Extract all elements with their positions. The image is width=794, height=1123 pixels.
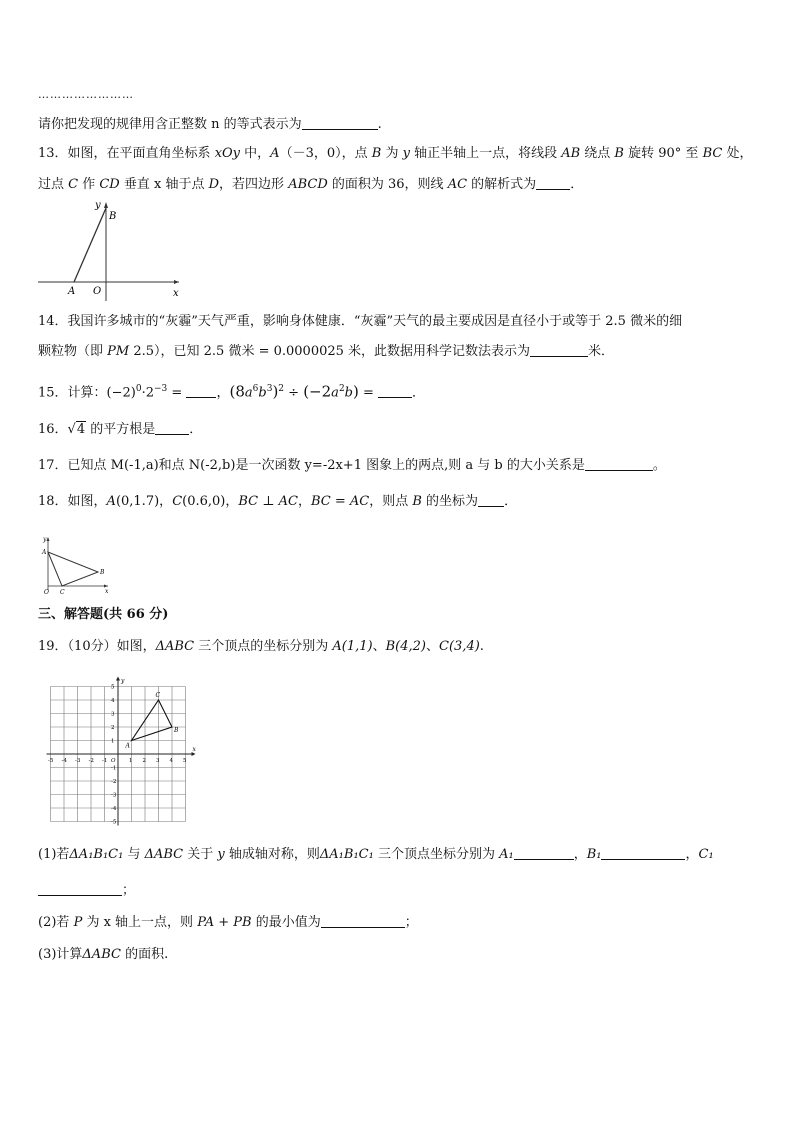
q18-answer-blank[interactable]: [478, 493, 504, 507]
q18-C: C: [172, 494, 183, 509]
q15-e1: (−2): [106, 385, 136, 401]
q16-post: 的平方根是: [86, 422, 156, 437]
q14-pm: PM: [107, 344, 130, 359]
q16-root: 4: [76, 422, 86, 437]
q13-line1: [38, 145, 752, 163]
q15-sq: 2: [278, 384, 285, 394]
grid-label-A: A: [125, 742, 130, 750]
grid-x-tick-label: 5: [183, 758, 187, 764]
q14-line2: [38, 343, 614, 361]
q19-t2: ΔABC: [144, 847, 184, 862]
q14-l2b: 2.5），已知 2.5 微米 = 0.0000025 米，此数据用科学记数法表示为: [129, 344, 531, 359]
q16-pre: 16．: [38, 422, 68, 437]
q15-dot: ·2: [141, 385, 154, 401]
q19-P: P: [73, 915, 83, 930]
q17-text: 17．已知点 M(-1,a)和点 N(-2,b)是一次函数 y=-2x+1 图象上的两点,则 a 与 b 的大小关系是: [38, 458, 585, 473]
q19-p1b: 与: [123, 847, 145, 862]
q19-part1-line2: [38, 882, 135, 900]
q13-line2: [38, 176, 583, 194]
q19-p2a: (2)若: [38, 915, 74, 930]
q17-end: 。: [652, 458, 666, 473]
q18-label-x: x: [105, 588, 109, 595]
q12-text: 请你把发现的规律用含正整数 n 的等式表示为 .: [38, 117, 382, 132]
q15-comma: ，: [216, 385, 230, 401]
q19-p3b: 的面积.: [120, 947, 169, 962]
q13-label-O: O: [93, 286, 102, 297]
q19-line: [38, 638, 484, 656]
q19-p1e: 三个顶点坐标分别为: [373, 847, 500, 862]
q19-A1-blank[interactable]: [514, 846, 574, 860]
q13-C: C: [68, 177, 79, 192]
grid-x-tick-label: -2: [88, 758, 94, 764]
q19-B: B(4,2): [385, 639, 426, 654]
q18-c4: ，则点: [369, 494, 413, 509]
q13-l2a: 过点: [38, 177, 69, 192]
q14-answer-blank[interactable]: [530, 343, 588, 357]
q13-p4: 轴正半轴上一点，将线段: [409, 146, 562, 161]
grid-x-tick-label: O: [111, 758, 116, 764]
q19-pre: 19．（10分）如图，: [38, 639, 156, 654]
q12-answer-blank[interactable]: [302, 116, 378, 130]
q13-y: y: [402, 146, 410, 161]
q13-p2: （－3，0），点: [279, 146, 372, 161]
q19-p2c: 的最小值为: [251, 915, 321, 930]
q17-line: [38, 457, 666, 475]
q12-prompt: 请你把发现的规律用含正整数 n 的等式表示为: [38, 117, 302, 132]
q16-line: [38, 421, 202, 439]
q13-AC: AC: [447, 177, 468, 192]
grid-y-tick-label: -4: [111, 806, 117, 812]
q19-grid-figure: [42, 677, 202, 832]
q19-B1: B₁: [586, 847, 602, 862]
q13-p7: 处，: [722, 146, 753, 161]
q13-BC: BC: [702, 146, 723, 161]
grid-x-tick-label: -3: [75, 758, 81, 764]
q19-t4: ΔABC: [82, 947, 121, 962]
q18-bc: BC ⊥ AC: [238, 494, 298, 509]
q18-figure: [38, 532, 112, 596]
q15-eq2: =: [358, 385, 379, 401]
q18-label-O: O: [44, 589, 49, 596]
q19-sep2: 、: [426, 639, 440, 654]
q18-B: B: [412, 494, 422, 509]
grid-y-tick-label: -5: [111, 819, 117, 826]
q13-label-B: B: [109, 211, 117, 222]
grid-label-C: C: [155, 692, 161, 699]
q13-A: A: [270, 146, 280, 161]
q18-c2: ，: [225, 494, 239, 509]
grid-y-tick-label: 5: [111, 684, 115, 691]
q13-label-A: A: [68, 286, 76, 297]
grid-triangle-ABC: [132, 700, 173, 741]
q13-answer-blank[interactable]: [536, 176, 570, 190]
q13-p6: 旋转 90° 至: [623, 146, 703, 161]
q15-b3: 3: [266, 384, 273, 394]
q13-AB: AB: [561, 146, 581, 161]
dotted-continuation: ……………………: [38, 88, 134, 101]
q15-a2: 2: [338, 384, 345, 394]
q13-D: D: [208, 177, 220, 192]
q13-figure: [38, 200, 184, 302]
q13-l2e: 的面积为 36，则线: [327, 177, 448, 192]
q19-p3a: (3)计算: [38, 947, 83, 962]
q18-label-B: B: [100, 569, 105, 576]
q18-A: A: [106, 494, 116, 509]
grid-y-arrow: [116, 677, 120, 681]
q19-part1-line1: (1)若ΔA₁B₁C₁ 与 ΔABC 关于 y 轴成轴对称，则ΔA₁B₁C₁ 三个顶点坐标分别为 A₁ ，B₁ ，C₁: [38, 847, 714, 862]
q18-label-A: A: [42, 549, 47, 556]
q13-l2d: ，若四边形: [219, 177, 289, 192]
q18-end: ．: [504, 494, 518, 509]
q13-y-arrow: [104, 202, 108, 208]
q18-Ac: (0,1.7): [115, 494, 160, 509]
q19-mid: 三个顶点的坐标分别为: [194, 639, 333, 654]
q18-label-y: y: [43, 536, 47, 543]
q19-A: A(1,1): [332, 639, 373, 654]
q18-triangle: [48, 552, 98, 586]
q13-p1: 中，: [240, 146, 271, 161]
q13-l2c: 垂直 x 轴于点: [119, 177, 209, 192]
q19-semi: ；: [122, 883, 136, 898]
grid-y-tick-label: 2: [111, 725, 115, 731]
grid-x-tick-label: 4: [169, 758, 173, 764]
q19-C: C(3,4): [439, 639, 480, 654]
q19-C1: C₁: [698, 847, 714, 862]
q14-l2a: 颗粒物（即: [38, 344, 108, 359]
q19-p1d: 轴成轴对称，则: [224, 847, 320, 862]
q13-l2f: 的解析式为: [467, 177, 537, 192]
q15-a6: 6: [252, 384, 259, 394]
q15-div: ÷: [284, 385, 304, 401]
grid-x-tick-label: -4: [61, 758, 67, 764]
grid-x-tick-label: 3: [156, 758, 160, 764]
q14-l1: 14．我国许多城市的“灰霾”天气严重，影响身体健康．“灰霾”天气的最主要成因是直径小于或等于 2.5 微米的细: [38, 314, 683, 329]
sqrt-icon: √: [67, 422, 76, 437]
q15-answer-blank-1[interactable]: [186, 384, 216, 398]
q19-t3: ΔA₁B₁C₁: [319, 847, 374, 862]
q18-bceq: BC = AC: [310, 494, 370, 509]
q13-B: B: [371, 146, 382, 161]
q15-end: ．: [412, 385, 426, 401]
grid-x-tick-label: 2: [142, 758, 146, 764]
grid-y-label: y: [121, 677, 125, 685]
q13-x-arrow: [174, 280, 179, 284]
grid-label-B: B: [174, 727, 179, 734]
q15-e2p: −3: [154, 384, 168, 394]
q15-e3a: (8: [229, 382, 245, 401]
q13-p5: 绕点: [580, 146, 615, 161]
q18-post: 的坐标为: [421, 494, 479, 509]
q18-y-arrow: [47, 537, 50, 541]
q13-CD: CD: [99, 177, 120, 192]
q19-sep1: 、: [372, 639, 386, 654]
grid-y-tick-label: -1: [111, 765, 117, 772]
q19-A1: A₁: [499, 847, 514, 862]
q13-end: ．: [570, 177, 584, 192]
q19-part2-line: [38, 914, 418, 932]
q19-part2-blank[interactable]: [321, 914, 405, 928]
q19-B1-blank[interactable]: [601, 846, 685, 860]
q19-p2b: 为 x 轴上一点，则: [82, 915, 198, 930]
q15-e1p: 0: [135, 384, 142, 394]
q15-e4: (−2: [303, 382, 332, 401]
q18-c3: ，: [297, 494, 311, 509]
q19-part3-line: [38, 946, 168, 964]
q19-tri: ΔABC: [155, 639, 195, 654]
section-heading: 三、解答题(共 66 分): [38, 607, 169, 622]
grid-y-tick-label: 3: [111, 711, 115, 718]
q17-answer-blank[interactable]: [585, 457, 653, 471]
grid-x-label: x: [192, 746, 196, 753]
grid-x-tick-label: -1: [102, 758, 108, 764]
q19-yax: y: [217, 847, 225, 862]
q14-line1: [38, 313, 682, 331]
q15-b: b: [258, 385, 267, 401]
q19-C1-blank[interactable]: [38, 882, 122, 896]
q14-end: 米．: [588, 344, 615, 359]
q16-answer-blank[interactable]: [155, 421, 189, 435]
q13-l2b: 作: [78, 177, 100, 192]
q13-p3: 为: [381, 146, 403, 161]
q13-ABCD: ABCD: [288, 177, 328, 192]
q19-p1c: 关于: [183, 847, 218, 862]
q18-Cc: (0.6,0): [182, 494, 226, 509]
grid-x-tick-label: 1: [129, 758, 133, 764]
q15-e3b: ): [272, 382, 279, 401]
q19-p2d: ；: [404, 915, 418, 930]
grid-y-tick-label: 1: [111, 738, 115, 745]
q15-pre: 15．计算：: [38, 385, 107, 401]
q15-answer-blank-2[interactable]: [378, 384, 412, 398]
q15-a-2: a: [331, 385, 339, 401]
q15-eq: =: [167, 385, 187, 401]
q18-label-C: C: [60, 589, 65, 596]
q18-c1: ，: [159, 494, 173, 509]
q13-xoy: xOy: [214, 146, 241, 161]
q16-end: ．: [189, 422, 203, 437]
grid-y-tick-label: -3: [111, 792, 117, 799]
grid-x-tick-label: -5: [48, 758, 54, 764]
q18-pre: 18．如图，: [38, 494, 107, 509]
q15-e4b: ): [353, 382, 359, 401]
q13-label-x: x: [173, 288, 179, 299]
q15-a: a: [244, 385, 253, 401]
q13-segment-AB: [74, 208, 106, 282]
q19-t1: ΔA₁B₁C₁: [69, 847, 124, 862]
q19-p1a: (1)若: [38, 847, 70, 862]
q13-B2: B: [614, 146, 624, 161]
grid-y-tick-label: -2: [111, 779, 117, 785]
grid-y-tick-label: 4: [111, 698, 115, 704]
q15-line: [38, 380, 425, 402]
q15-b-2: b: [344, 385, 353, 401]
q18-line: [38, 493, 517, 511]
q13-num: 13．如图，在平面直角坐标系: [38, 146, 215, 161]
q13-label-y: y: [95, 200, 101, 211]
q19-papb: PA + PB: [197, 915, 252, 930]
q19-end: .: [479, 639, 484, 654]
